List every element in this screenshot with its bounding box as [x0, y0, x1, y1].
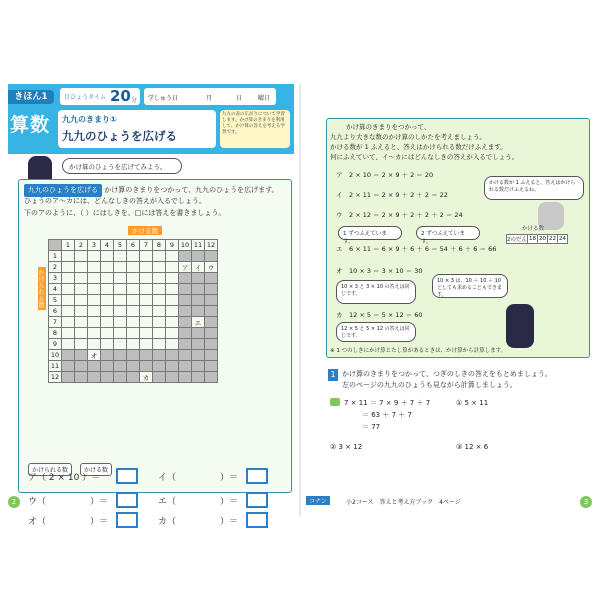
table-cell: [140, 328, 153, 339]
answer-box[interactable]: [116, 468, 138, 484]
table-cell: [88, 284, 101, 295]
table-cell: [62, 306, 75, 317]
equation-i: イ 2 × 11 ＝ 2 × 9 ＋ 2 ＋ 2 ＝ 22: [336, 191, 448, 199]
problem-equals: ）＝: [90, 517, 109, 527]
table-cell: [153, 306, 166, 317]
table-cell: [179, 372, 192, 383]
table-cell: [166, 251, 179, 262]
col-header-cell: 7: [140, 240, 153, 251]
table-cell: [88, 251, 101, 262]
table-cell: [166, 273, 179, 284]
table-cell: [166, 372, 179, 383]
table-cell: [62, 350, 75, 361]
table-cell: [114, 350, 127, 361]
table-cell: [114, 328, 127, 339]
intro-text-1: かけ算のきまりをつかって、九九のひょうを広げます。: [104, 186, 279, 194]
table-cell: [192, 284, 205, 295]
table-cell: [88, 372, 101, 383]
table-cell: [101, 350, 114, 361]
page-spine: [299, 84, 301, 516]
table-cell: [153, 262, 166, 273]
answer-box[interactable]: [246, 512, 268, 528]
table-cell: [127, 350, 140, 361]
multiplication-table: [48, 239, 218, 383]
table-cell: [179, 328, 192, 339]
table-cell: [153, 295, 166, 306]
equation-o: オ 10 × 3 ＝ 3 × 10 ＝ 30: [336, 267, 423, 275]
mini-row-label: 2のだん: [507, 235, 528, 244]
table-cell: [101, 339, 114, 350]
table-row: [49, 295, 218, 306]
table-row: [49, 350, 218, 361]
col-header-cell: 5: [114, 240, 127, 251]
table-cell: [75, 350, 88, 361]
table-cell: [114, 273, 127, 284]
problem-equals: ）＝: [220, 517, 239, 527]
col-header-cell: 6: [127, 240, 140, 251]
date-weekday: 曜日: [258, 95, 271, 102]
table-cell: [153, 284, 166, 295]
example-icon: [330, 398, 340, 406]
table-cell: [166, 339, 179, 350]
col-header-cell: 3: [88, 240, 101, 251]
intro-text-2: ひょうのア〜カには、どんなしきの答えが入るでしょう。: [24, 197, 206, 205]
table-cell: [114, 317, 127, 328]
table-cell: [140, 295, 153, 306]
table-cell: [75, 361, 88, 372]
row-header-cell: 9: [49, 339, 62, 350]
table-cell: ア: [179, 262, 192, 273]
table-cell: [101, 262, 114, 273]
table-cell: [114, 251, 127, 262]
table-cell: [192, 251, 205, 262]
table-cell: [127, 372, 140, 383]
row-header-cell: 6: [49, 306, 62, 317]
table-cell: [127, 328, 140, 339]
row-header-cell: 11: [49, 361, 62, 372]
problem-label: ア（ 2 × 10 ）＝: [28, 473, 101, 483]
mini-cell: 24: [559, 236, 566, 242]
row-header-cell: 10: [49, 350, 62, 361]
table-cell: [127, 295, 140, 306]
table-cell: [75, 317, 88, 328]
topic-subtitle: 九九のきまり①: [62, 115, 117, 124]
mini-cell: 20: [539, 236, 546, 242]
problem-label: オ（: [28, 517, 47, 527]
table-cell: エ: [192, 317, 205, 328]
row-header-cell: 7: [49, 317, 62, 328]
table-cell: [153, 372, 166, 383]
table-cell: [166, 284, 179, 295]
topic-title: 九九のひょうを広げる: [62, 129, 177, 143]
page-header: [8, 84, 294, 154]
answer-box[interactable]: [246, 468, 268, 484]
table-cell: [88, 317, 101, 328]
answer-box[interactable]: [246, 492, 268, 508]
mini-cell: 22: [549, 236, 556, 242]
table-cell: [153, 361, 166, 372]
date-month: 月: [206, 95, 213, 102]
footnote: ※ 1 つのしきにかけ算とたし算があるときは、かけ算から計算します。: [330, 348, 507, 354]
parent-note: 九九の表の広がりについて学習します。かけ算のきまりを利用して、かけ算の答えを考える学習です。: [220, 110, 290, 148]
mini-cell: 18: [529, 236, 536, 242]
bubble-5: 12 × 5 と 5 × 12 の答えは同じです。: [336, 322, 416, 342]
table-cell: [205, 317, 218, 328]
table-cell: [88, 262, 101, 273]
table-cell: [127, 361, 140, 372]
table-cell: [127, 251, 140, 262]
col-header-cell: 2: [75, 240, 88, 251]
table-row: [49, 361, 218, 372]
subject-title: 算数: [10, 114, 51, 136]
question-2: ② 3 × 12: [330, 443, 363, 451]
table-cell: [192, 339, 205, 350]
col-header-cell: 4: [101, 240, 114, 251]
table-cell: イ: [192, 262, 205, 273]
table-cell: [88, 306, 101, 317]
row-header-cell: 8: [49, 328, 62, 339]
example-line-3: ＝ 77: [362, 423, 381, 431]
table-cell: [62, 317, 75, 328]
table-cell: [179, 350, 192, 361]
table-cell: カ: [140, 372, 153, 383]
col-header-cell: [49, 240, 62, 251]
table-cell: [179, 295, 192, 306]
table-cell: [179, 306, 192, 317]
table-cell: [205, 372, 218, 383]
equation-u: ウ 2 × 12 ＝ 2 × 9 ＋ 2 ＋ 2 ＋ 2 ＝ 24: [336, 211, 463, 219]
table-cell: [62, 295, 75, 306]
table-cell: [205, 295, 218, 306]
equation-e: エ 6 × 11 ＝ 6 × 9 ＋ 6 ＋ 6 ＝ 54 ＋ 6 ＋ 6 ＝ 66: [336, 245, 497, 253]
table-cell: [62, 273, 75, 284]
table-cell: [205, 284, 218, 295]
table-cell: [140, 339, 153, 350]
question-1: ① 5 × 11: [456, 399, 489, 407]
explain-line-4: 何にふえていて、イ〜カにはどんなしきの答えが入るでしょう。: [330, 153, 519, 161]
callout-bubble: かける数が 1 ふえると、答えはかけられる数だけふえるね。: [484, 176, 584, 200]
table-cell: [140, 251, 153, 262]
answer-box[interactable]: [116, 492, 138, 508]
conan-avatar-right: [506, 304, 534, 348]
table-cell: [75, 273, 88, 284]
table-cell: [179, 361, 192, 372]
table-cell: [179, 284, 192, 295]
table-cell: [166, 350, 179, 361]
table-cell: [114, 361, 127, 372]
table-cell: [153, 273, 166, 284]
table-cell: [127, 284, 140, 295]
table-cell: [179, 273, 192, 284]
problem-label: ウ（: [28, 497, 47, 507]
table-cell: [88, 295, 101, 306]
goal-unit: 分: [131, 97, 138, 104]
table-cell: [75, 328, 88, 339]
table-cell: [101, 361, 114, 372]
date-day: 日: [236, 95, 243, 102]
table-cell: [75, 339, 88, 350]
table-cell: [192, 295, 205, 306]
table-cell: [166, 262, 179, 273]
table-row: [49, 306, 218, 317]
table-cell: [88, 339, 101, 350]
left-page: [8, 84, 294, 527]
table-cell: [205, 350, 218, 361]
goal-label: 目ひょうタイム: [64, 94, 106, 101]
row-header: かけられる数: [37, 269, 45, 308]
table-cell: [205, 273, 218, 284]
col-header-cell: 11: [192, 240, 205, 251]
table-row: [49, 328, 218, 339]
table-cell: [101, 328, 114, 339]
study-date-box: [144, 88, 276, 105]
col-header-cell: 10: [179, 240, 192, 251]
table-cell: [75, 372, 88, 383]
equation-a: ア 2 × 10 ＝ 2 × 9 ＋ 2 ＝ 20: [336, 171, 434, 179]
table-cell: [62, 328, 75, 339]
footer-text: 小2コース 答えと考え方ブック 4ページ: [346, 499, 461, 506]
table-cell: [205, 306, 218, 317]
problem-label: エ（: [158, 497, 177, 507]
table-cell: [62, 361, 75, 372]
problem-equals: ）＝: [220, 473, 239, 483]
table-cell: [205, 339, 218, 350]
table-cell: [101, 273, 114, 284]
section-tag: 九九のひょうを広げる: [24, 184, 102, 197]
table-cell: [75, 284, 88, 295]
table-cell: [205, 361, 218, 372]
example-line-1: 7 × 11 ＝ 7 × 9 ＋ 7 ＋ 7: [344, 399, 431, 407]
table-cell: [179, 251, 192, 262]
table-cell: [75, 262, 88, 273]
question-3: ③ 12 × 6: [456, 443, 489, 451]
example-line-2: ＝ 63 ＋ 7 ＋ 7: [362, 411, 412, 419]
topic-box: [58, 110, 216, 148]
table-row: [49, 317, 218, 328]
table-cell: [153, 339, 166, 350]
kihon-label: きほん1: [8, 90, 54, 104]
table-cell: [192, 361, 205, 372]
mini-table-header: かける数: [522, 226, 545, 232]
label-multiplier: かける数: [80, 463, 112, 476]
table-cell: [153, 251, 166, 262]
section-text-2: 左のページの九九のひょうも見ながら計算しましょう。: [342, 381, 517, 389]
table-cell: [127, 339, 140, 350]
bubble-1: 1 ずつふえています。: [338, 226, 402, 240]
table-cell: [153, 328, 166, 339]
table-cell: [75, 295, 88, 306]
footer: [306, 496, 592, 508]
page-number: 2: [8, 496, 20, 508]
table-cell: [114, 284, 127, 295]
table-cell: [166, 317, 179, 328]
table-cell: [153, 317, 166, 328]
table-row: [49, 273, 218, 284]
table-cell: [101, 284, 114, 295]
table-cell: [114, 295, 127, 306]
answer-box[interactable]: [116, 512, 138, 528]
table-cell: [140, 262, 153, 273]
table-row: [49, 251, 218, 262]
table-cell: [114, 306, 127, 317]
table-cell: [192, 273, 205, 284]
table-row: [49, 339, 218, 350]
explain-line-1: かけ算のきまりをつかって、: [346, 123, 431, 131]
table-row: [49, 284, 218, 295]
table-cell: [101, 372, 114, 383]
table-cell: [114, 339, 127, 350]
table-cell: [166, 295, 179, 306]
row-header-cell: 5: [49, 295, 62, 306]
row-header-cell: 12: [49, 372, 62, 383]
goal-value: 20: [110, 87, 131, 105]
explain-line-2: 九九より大きな数のかけ算のしかたを考えましょう。: [330, 133, 486, 141]
table-cell: オ: [88, 350, 101, 361]
table-cell: [192, 350, 205, 361]
table-cell: [192, 372, 205, 383]
table-cell: [205, 251, 218, 262]
table-cell: [205, 328, 218, 339]
table-cell: [192, 328, 205, 339]
goal-time-box: [60, 88, 140, 105]
table-cell: [127, 262, 140, 273]
date-label: 学しゅう日: [148, 95, 179, 102]
footer-logo: コナン: [306, 496, 330, 505]
table-cell: [114, 262, 127, 273]
col-header-cell: 12: [205, 240, 218, 251]
table-cell: [62, 284, 75, 295]
row-header-cell: 4: [49, 284, 62, 295]
col-header-cell: 8: [153, 240, 166, 251]
table-cell: [101, 306, 114, 317]
table-cell: [62, 251, 75, 262]
table-cell: [153, 350, 166, 361]
problem-label: カ（: [158, 517, 177, 527]
explain-line-3: かける数が 1 ふえると、答えはかけられる数だけふえます。: [330, 143, 507, 151]
table-cell: [101, 295, 114, 306]
speech-bubble: かけ算のひょうを広げてみよう。: [62, 158, 182, 174]
table-cell: [127, 306, 140, 317]
table-cell: [75, 306, 88, 317]
col-header-cell: 9: [166, 240, 179, 251]
table-cell: [179, 339, 192, 350]
table-cell: [166, 306, 179, 317]
row-header-cell: 3: [49, 273, 62, 284]
table-cell: [62, 262, 75, 273]
table-cell: [127, 317, 140, 328]
label-multiplicand: かけられる数: [28, 463, 72, 476]
column-header: かける数: [128, 226, 162, 235]
table-row: [49, 262, 218, 273]
intro-text-3: 下のアのように、（ ）にはしきを、□には答えを書きましょう。: [24, 209, 226, 217]
problem-equals: ）＝: [220, 497, 239, 507]
table-cell: [114, 372, 127, 383]
col-header-cell: 1: [62, 240, 75, 251]
row-header-cell: 1: [49, 251, 62, 262]
section-text-1: かけ算のきまりをつかって、つぎのしきの答えをもとめましょう。: [342, 370, 552, 378]
table-cell: [179, 317, 192, 328]
problem-equals: ）＝: [90, 497, 109, 507]
table-cell: [140, 284, 153, 295]
table-cell: [140, 317, 153, 328]
table-cell: [140, 350, 153, 361]
mini-table: [506, 234, 568, 244]
table-cell: [88, 328, 101, 339]
page-number-right: 3: [580, 496, 592, 508]
equation-ka: カ 12 × 5 ＝ 5 × 12 ＝ 60: [336, 311, 423, 319]
table-cell: [88, 273, 101, 284]
table-row: [49, 372, 218, 383]
table-cell: [166, 328, 179, 339]
right-page: [306, 84, 592, 516]
bubble-4: 10 × 3 は、10 ＋ 10 ＋ 10 としても求めることもできます。: [432, 274, 508, 298]
section-number: 1: [328, 369, 338, 381]
table-cell: [62, 339, 75, 350]
table-cell: [140, 273, 153, 284]
table-cell: [101, 317, 114, 328]
problem-label: イ（: [158, 473, 177, 483]
table-cell: [140, 361, 153, 372]
table-cell: [140, 306, 153, 317]
bubble-3: 10 × 3 と 3 × 10 の答えは同じです。: [336, 280, 416, 304]
table-cell: [62, 372, 75, 383]
row-header-cell: 2: [49, 262, 62, 273]
table-cell: [166, 361, 179, 372]
table-cell: ウ: [205, 262, 218, 273]
table-cell: [192, 306, 205, 317]
table-cell: [75, 251, 88, 262]
bubble-2: 2 ずつふえています。: [416, 226, 480, 240]
table-cell: [127, 273, 140, 284]
table-cell: [101, 251, 114, 262]
table-cell: [88, 361, 101, 372]
